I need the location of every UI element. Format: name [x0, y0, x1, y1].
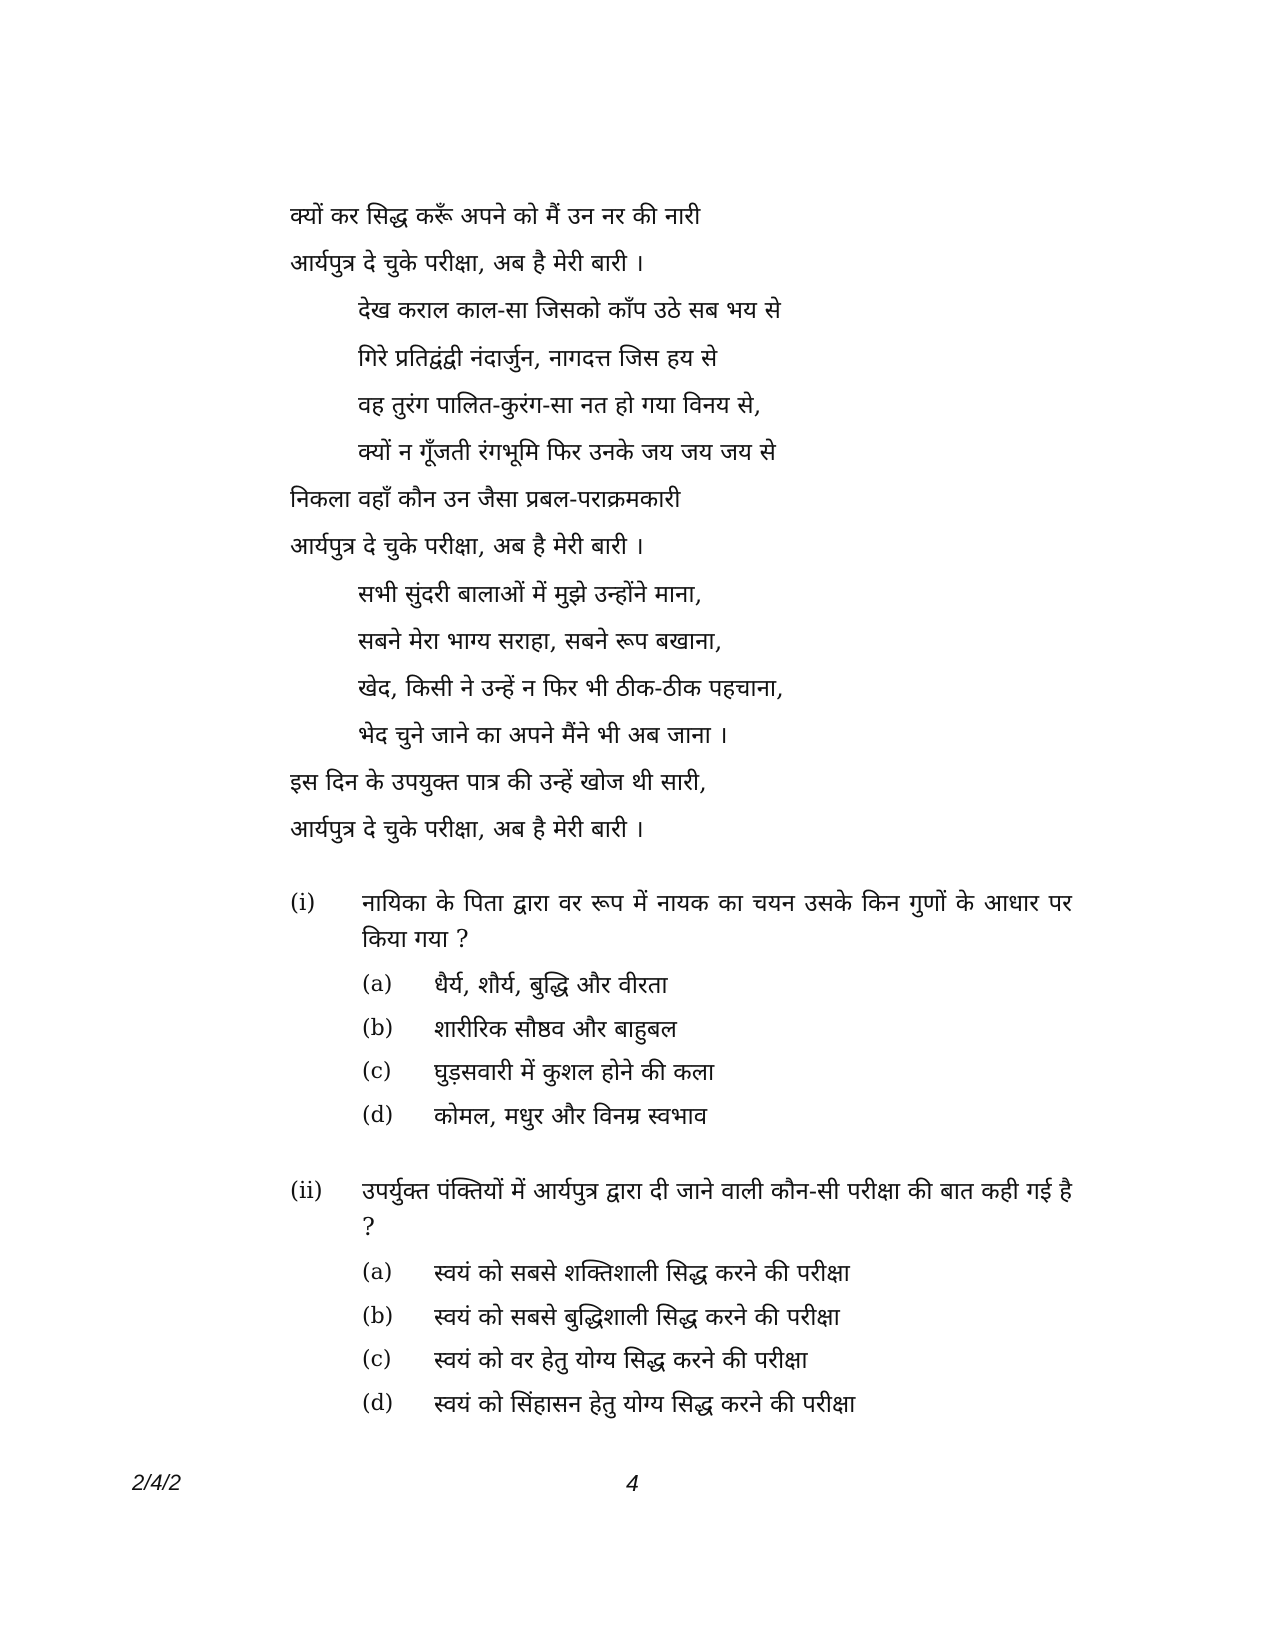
question-number: (i)	[290, 890, 316, 916]
poem-line: आर्यपुत्र दे चुके परीक्षा, अब है मेरी बारी ।	[290, 815, 644, 844]
option-label: (d)	[362, 1102, 394, 1128]
answer-option-b[interactable]	[362, 1299, 1062, 1343]
option-text: स्वयं को सबसे शक्तिशाली सिद्ध करने की परीक्षा	[434, 1259, 850, 1287]
poem-line: क्यों न गूँजती रंगभूमि फिर उनके जय जय जय से	[358, 437, 776, 466]
option-label: (d)	[362, 1390, 394, 1416]
option-label: (b)	[362, 1303, 394, 1329]
answer-option-b[interactable]	[362, 1011, 1062, 1055]
poem-line: वह तुरंग पालित-कुरंग-सा नत हो गया विनय से,	[358, 390, 762, 419]
option-text: स्वयं को सिंहासन हेतु योग्य सिद्ध करने की परीक्षा	[434, 1389, 856, 1418]
poem-line: भेद चुने जाने का अपने मैंने भी अब जाना ।	[358, 721, 728, 750]
answer-option-d[interactable]	[362, 1098, 1062, 1142]
answer-option-c[interactable]	[362, 1342, 1062, 1386]
page-number: 4	[626, 1470, 639, 1496]
option-label: (c)	[362, 1347, 392, 1372]
question-text: नायिका के पिता द्वारा वर रूप में नायक का चयन उसके किन गुणों के आधार पर किया गया ?	[362, 889, 1072, 953]
poem-line: खेद, किसी ने उन्हें न फिर भी ठीक-ठीक पहचाना,	[358, 673, 784, 702]
option-text: कोमल, मधुर और विनम्र स्वभाव	[434, 1101, 708, 1130]
poem-line: देख कराल काल-सा जिसको काँप उठे सब भय से	[358, 296, 781, 325]
paper-code: 2/4/2	[132, 1470, 181, 1495]
answer-option-d[interactable]	[362, 1386, 1062, 1430]
question-text: उपर्युक्त पंक्तियों में आर्यपुत्र द्वारा दी जाने वाली कौन-सी परीक्षा की बात कही गई है ?	[362, 1177, 1072, 1241]
answer-options	[362, 1255, 1062, 1429]
question-number: (ii)	[290, 1178, 323, 1204]
poem-line: सबने मेरा भाग्य सराहा, सबने रूप बखाना,	[358, 626, 723, 655]
answer-option-a[interactable]	[362, 967, 1062, 1011]
poem-line: आर्यपुत्र दे चुके परीक्षा, अब है मेरी बारी ।	[290, 532, 644, 561]
poem-line: आर्यपुत्र दे चुके परीक्षा, अब है मेरी बारी ।	[290, 249, 644, 278]
answer-options	[362, 967, 1062, 1141]
option-label: (a)	[362, 972, 393, 997]
option-text: स्वयं को सबसे बुद्धिशाली सिद्ध करने की परीक्षा	[434, 1302, 840, 1331]
poem-line: इस दिन के उपयुक्त पात्र की उन्हें खोज थी सारी,	[290, 768, 707, 797]
answer-option-a[interactable]	[362, 1255, 1062, 1299]
option-text: धैर्य, शौर्य, बुद्धि और वीरता	[434, 971, 668, 999]
option-label: (b)	[362, 1015, 394, 1041]
poem-line: क्यों कर सिद्ध करूँ अपने को मैं उन नर की नारी	[290, 202, 701, 230]
poem-line: निकला वहाँ कौन उन जैसा प्रबल-पराक्रमकारी	[290, 485, 681, 514]
option-text: शारीरिक सौष्ठव और बाहुबल	[434, 1014, 677, 1043]
option-text: घुड़सवारी में कुशल होने की कला	[434, 1058, 715, 1086]
option-label: (c)	[362, 1059, 392, 1084]
poem-passage	[290, 193, 1090, 854]
answer-option-c[interactable]	[362, 1054, 1062, 1098]
option-label: (a)	[362, 1260, 393, 1285]
poem-line: गिरे प्रतिद्वंद्वी नंदार्जुन, नागदत्त जिस हय से	[358, 343, 718, 372]
option-text: स्वयं को वर हेतु योग्य सिद्ध करने की परीक्षा	[434, 1346, 808, 1374]
poem-line: सभी सुंदरी बालाओं में मुझे उन्होंने माना,	[358, 579, 703, 608]
